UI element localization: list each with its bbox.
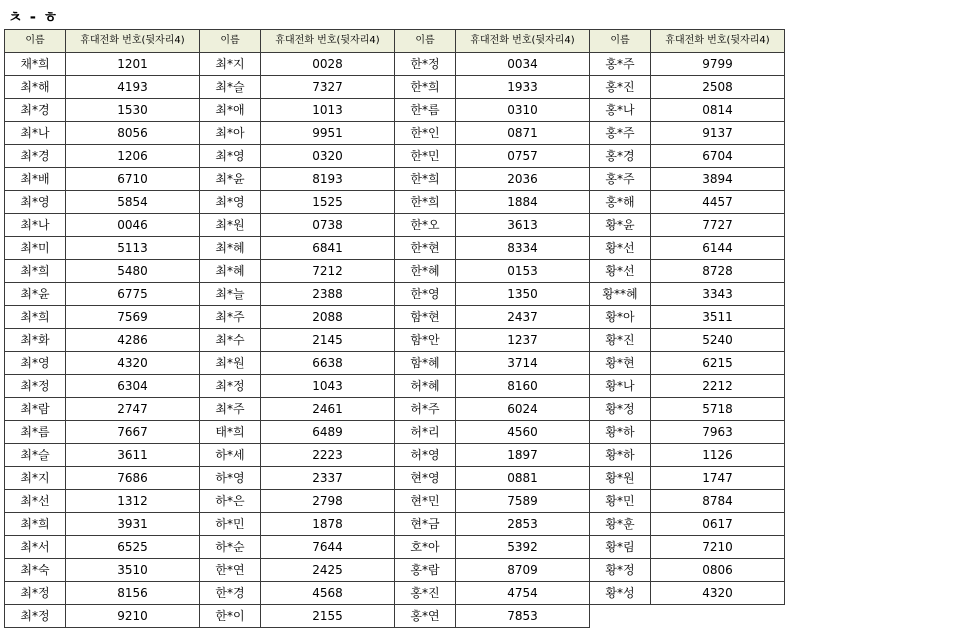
table-row: [5, 467, 785, 490]
phone-cell: 6638: [261, 352, 395, 375]
phone-cell: 1884: [456, 191, 590, 214]
phone-cell: 8709: [456, 559, 590, 582]
name-cell: 최*아: [200, 122, 261, 145]
name-cell: 홍*연: [395, 605, 456, 628]
phone-cell: 8160: [456, 375, 590, 398]
phone-cell: 2155: [261, 605, 395, 628]
name-cell: 최*지: [200, 53, 261, 76]
name-cell: 하*민: [200, 513, 261, 536]
name-cell: 한*이: [200, 605, 261, 628]
name-cell: 한*민: [395, 145, 456, 168]
table-header: [5, 30, 785, 53]
phone-cell: 9799: [651, 53, 785, 76]
name-cell: 최*주: [200, 398, 261, 421]
name-cell: 최*해: [5, 76, 66, 99]
phone-cell: 2508: [651, 76, 785, 99]
phone-cell: 9210: [66, 605, 200, 628]
contact-table: [4, 29, 785, 628]
table-row: [5, 375, 785, 398]
phone-cell: 4193: [66, 76, 200, 99]
phone-cell: 5480: [66, 260, 200, 283]
phone-cell: 7644: [261, 536, 395, 559]
name-cell: 최*나: [5, 214, 66, 237]
name-cell: 황*원: [590, 467, 651, 490]
column-header-name: 이름: [200, 30, 261, 53]
phone-cell: 2145: [261, 329, 395, 352]
name-cell: 최*혜: [200, 260, 261, 283]
phone-cell: 2853: [456, 513, 590, 536]
name-cell: 홍*경: [590, 145, 651, 168]
name-cell: 황*선: [590, 237, 651, 260]
name-cell: 한*영: [395, 283, 456, 306]
name-cell: 최*영: [5, 352, 66, 375]
name-cell: 최*나: [5, 122, 66, 145]
name-cell: 최*선: [5, 490, 66, 513]
name-cell: 한*경: [200, 582, 261, 605]
phone-cell: 6710: [66, 168, 200, 191]
phone-cell: 2088: [261, 306, 395, 329]
table-body: [5, 53, 785, 628]
name-cell: 황*훈: [590, 513, 651, 536]
name-cell: 최*름: [5, 421, 66, 444]
name-cell: 하*세: [200, 444, 261, 467]
page-title: ㅊ - ㅎ: [8, 8, 59, 26]
phone-cell: 0310: [456, 99, 590, 122]
phone-cell: 6841: [261, 237, 395, 260]
phone-cell: 5113: [66, 237, 200, 260]
phone-cell: 2223: [261, 444, 395, 467]
phone-cell: 1350: [456, 283, 590, 306]
name-cell: 홍*해: [590, 191, 651, 214]
name-cell: 최*슬: [200, 76, 261, 99]
name-cell: 최*수: [200, 329, 261, 352]
phone-cell: 2337: [261, 467, 395, 490]
table-row: [5, 168, 785, 191]
header-row: [5, 30, 785, 53]
name-cell: 허*주: [395, 398, 456, 421]
table-row: [5, 76, 785, 99]
name-cell: 홍*주: [590, 122, 651, 145]
table-row: [5, 214, 785, 237]
name-cell: 최*정: [200, 375, 261, 398]
column-header-name: 이름: [590, 30, 651, 53]
table-row: [5, 237, 785, 260]
phone-cell: 7589: [456, 490, 590, 513]
phone-cell: 0757: [456, 145, 590, 168]
name-cell: 한*희: [395, 191, 456, 214]
phone-cell: 3894: [651, 168, 785, 191]
name-cell: 최*경: [5, 145, 66, 168]
phone-cell: 1897: [456, 444, 590, 467]
name-cell: 황*정: [590, 559, 651, 582]
phone-cell: 4286: [66, 329, 200, 352]
phone-cell: 1933: [456, 76, 590, 99]
phone-cell: 1126: [651, 444, 785, 467]
phone-cell: 2212: [651, 375, 785, 398]
table-row: [5, 559, 785, 582]
name-cell: 최*혜: [200, 237, 261, 260]
phone-cell: 8728: [651, 260, 785, 283]
phone-cell: 2461: [261, 398, 395, 421]
name-cell: 황*하: [590, 444, 651, 467]
phone-cell: 4568: [261, 582, 395, 605]
table-row: [5, 605, 785, 628]
name-cell: 최*주: [200, 306, 261, 329]
name-cell: 황*림: [590, 536, 651, 559]
phone-cell: 6024: [456, 398, 590, 421]
table-row: [5, 191, 785, 214]
table-row: [5, 329, 785, 352]
phone-cell: 3611: [66, 444, 200, 467]
name-cell: 황*하: [590, 421, 651, 444]
name-cell: 최*경: [5, 99, 66, 122]
name-cell: 최*지: [5, 467, 66, 490]
column-header-phone: 휴대전화 번호(뒷자리4): [66, 30, 200, 53]
phone-cell: 5854: [66, 191, 200, 214]
phone-cell: 0046: [66, 214, 200, 237]
phone-cell: 2388: [261, 283, 395, 306]
name-cell: 채*희: [5, 53, 66, 76]
phone-cell: 9951: [261, 122, 395, 145]
table-row: [5, 306, 785, 329]
table-row: [5, 145, 785, 168]
phone-cell: 1525: [261, 191, 395, 214]
phone-cell: 7569: [66, 306, 200, 329]
name-cell: 최*화: [5, 329, 66, 352]
column-header-name: 이름: [5, 30, 66, 53]
phone-cell: 7212: [261, 260, 395, 283]
phone-cell: 4560: [456, 421, 590, 444]
name-cell: 함*현: [395, 306, 456, 329]
phone-cell: 2425: [261, 559, 395, 582]
name-cell: 최*원: [200, 352, 261, 375]
phone-cell: 0034: [456, 53, 590, 76]
phone-cell: 8156: [66, 582, 200, 605]
name-cell: 황*정: [590, 398, 651, 421]
name-cell: 하*은: [200, 490, 261, 513]
name-cell: 최*정: [5, 375, 66, 398]
name-cell: 최*영: [200, 191, 261, 214]
name-cell: 한*인: [395, 122, 456, 145]
name-cell: 최*영: [200, 145, 261, 168]
phone-cell: 4457: [651, 191, 785, 214]
name-cell: 현*민: [395, 490, 456, 513]
empty-cell: [590, 605, 651, 628]
phone-cell: 8056: [66, 122, 200, 145]
phone-cell: 1043: [261, 375, 395, 398]
name-cell: 최*슬: [5, 444, 66, 467]
name-cell: 최*배: [5, 168, 66, 191]
phone-cell: 9137: [651, 122, 785, 145]
table-row: [5, 53, 785, 76]
column-header-name: 이름: [395, 30, 456, 53]
phone-cell: 1206: [66, 145, 200, 168]
name-cell: 황*나: [590, 375, 651, 398]
phone-cell: 8334: [456, 237, 590, 260]
phone-cell: 1201: [66, 53, 200, 76]
phone-cell: 3931: [66, 513, 200, 536]
phone-cell: 7727: [651, 214, 785, 237]
name-cell: 황*진: [590, 329, 651, 352]
phone-cell: 6525: [66, 536, 200, 559]
phone-cell: 8784: [651, 490, 785, 513]
name-cell: 최*정: [5, 605, 66, 628]
name-cell: 최*람: [5, 398, 66, 421]
column-header-phone: 휴대전화 번호(뒷자리4): [456, 30, 590, 53]
empty-cell: [651, 605, 785, 628]
phone-cell: 6704: [651, 145, 785, 168]
phone-cell: 3510: [66, 559, 200, 582]
phone-cell: 3511: [651, 306, 785, 329]
phone-cell: 2036: [456, 168, 590, 191]
table-row: [5, 122, 785, 145]
table-row: [5, 444, 785, 467]
name-cell: 황*현: [590, 352, 651, 375]
name-cell: 하*순: [200, 536, 261, 559]
phone-cell: 7210: [651, 536, 785, 559]
phone-cell: 0814: [651, 99, 785, 122]
name-cell: 홍*람: [395, 559, 456, 582]
phone-cell: 7963: [651, 421, 785, 444]
name-cell: 함*안: [395, 329, 456, 352]
name-cell: 홍*주: [590, 53, 651, 76]
phone-cell: 0881: [456, 467, 590, 490]
name-cell: 최*희: [5, 513, 66, 536]
name-cell: 최*늘: [200, 283, 261, 306]
phone-cell: 6144: [651, 237, 785, 260]
table-row: [5, 398, 785, 421]
phone-cell: 1312: [66, 490, 200, 513]
column-header-phone: 휴대전화 번호(뒷자리4): [261, 30, 395, 53]
phone-cell: 1237: [456, 329, 590, 352]
name-cell: 태*희: [200, 421, 261, 444]
phone-cell: 0806: [651, 559, 785, 582]
name-cell: 호*아: [395, 536, 456, 559]
name-cell: 한*현: [395, 237, 456, 260]
name-cell: 황*윤: [590, 214, 651, 237]
name-cell: 한*오: [395, 214, 456, 237]
name-cell: 현*영: [395, 467, 456, 490]
name-cell: 한*혜: [395, 260, 456, 283]
name-cell: 최*미: [5, 237, 66, 260]
phone-cell: 0028: [261, 53, 395, 76]
name-cell: 황*성: [590, 582, 651, 605]
phone-cell: 6304: [66, 375, 200, 398]
name-cell: 한*름: [395, 99, 456, 122]
phone-cell: 6489: [261, 421, 395, 444]
phone-cell: 1878: [261, 513, 395, 536]
name-cell: 한*희: [395, 168, 456, 191]
phone-cell: 4320: [66, 352, 200, 375]
table-row: [5, 283, 785, 306]
phone-cell: 0153: [456, 260, 590, 283]
table-row: [5, 99, 785, 122]
name-cell: 최*숙: [5, 559, 66, 582]
phone-cell: 3714: [456, 352, 590, 375]
phone-cell: 4320: [651, 582, 785, 605]
phone-cell: 0617: [651, 513, 785, 536]
name-cell: 허*리: [395, 421, 456, 444]
phone-cell: 3613: [456, 214, 590, 237]
name-cell: 황*선: [590, 260, 651, 283]
name-cell: 최*서: [5, 536, 66, 559]
name-cell: 홍*진: [590, 76, 651, 99]
name-cell: 최*영: [5, 191, 66, 214]
name-cell: 최*윤: [5, 283, 66, 306]
name-cell: 최*희: [5, 306, 66, 329]
phone-cell: 7853: [456, 605, 590, 628]
table-row: [5, 421, 785, 444]
phone-cell: 0871: [456, 122, 590, 145]
phone-cell: 5240: [651, 329, 785, 352]
table-row: [5, 513, 785, 536]
phone-cell: 7667: [66, 421, 200, 444]
name-cell: 황*민: [590, 490, 651, 513]
phone-cell: 1530: [66, 99, 200, 122]
phone-cell: 2437: [456, 306, 590, 329]
phone-cell: 3343: [651, 283, 785, 306]
name-cell: 한*희: [395, 76, 456, 99]
name-cell: 홍*나: [590, 99, 651, 122]
phone-cell: 0320: [261, 145, 395, 168]
column-header-phone: 휴대전화 번호(뒷자리4): [651, 30, 785, 53]
name-cell: 최*원: [200, 214, 261, 237]
name-cell: 한*정: [395, 53, 456, 76]
phone-cell: 5718: [651, 398, 785, 421]
name-cell: 허*영: [395, 444, 456, 467]
name-cell: 최*애: [200, 99, 261, 122]
name-cell: 황**혜: [590, 283, 651, 306]
phone-cell: 2798: [261, 490, 395, 513]
name-cell: 홍*진: [395, 582, 456, 605]
name-cell: 한*연: [200, 559, 261, 582]
phone-cell: 7686: [66, 467, 200, 490]
name-cell: 하*영: [200, 467, 261, 490]
phone-cell: 4754: [456, 582, 590, 605]
table-row: [5, 536, 785, 559]
name-cell: 황*아: [590, 306, 651, 329]
phone-cell: 0738: [261, 214, 395, 237]
name-cell: 최*정: [5, 582, 66, 605]
name-cell: 최*윤: [200, 168, 261, 191]
phone-cell: 1747: [651, 467, 785, 490]
table-row: [5, 490, 785, 513]
name-cell: 허*혜: [395, 375, 456, 398]
phone-cell: 8193: [261, 168, 395, 191]
phone-cell: 5392: [456, 536, 590, 559]
name-cell: 홍*주: [590, 168, 651, 191]
name-cell: 현*금: [395, 513, 456, 536]
phone-cell: 1013: [261, 99, 395, 122]
name-cell: 함*혜: [395, 352, 456, 375]
name-cell: 최*희: [5, 260, 66, 283]
phone-cell: 2747: [66, 398, 200, 421]
phone-cell: 6775: [66, 283, 200, 306]
table-row: [5, 260, 785, 283]
table-row: [5, 582, 785, 605]
phone-cell: 7327: [261, 76, 395, 99]
phone-cell: 6215: [651, 352, 785, 375]
table-row: [5, 352, 785, 375]
